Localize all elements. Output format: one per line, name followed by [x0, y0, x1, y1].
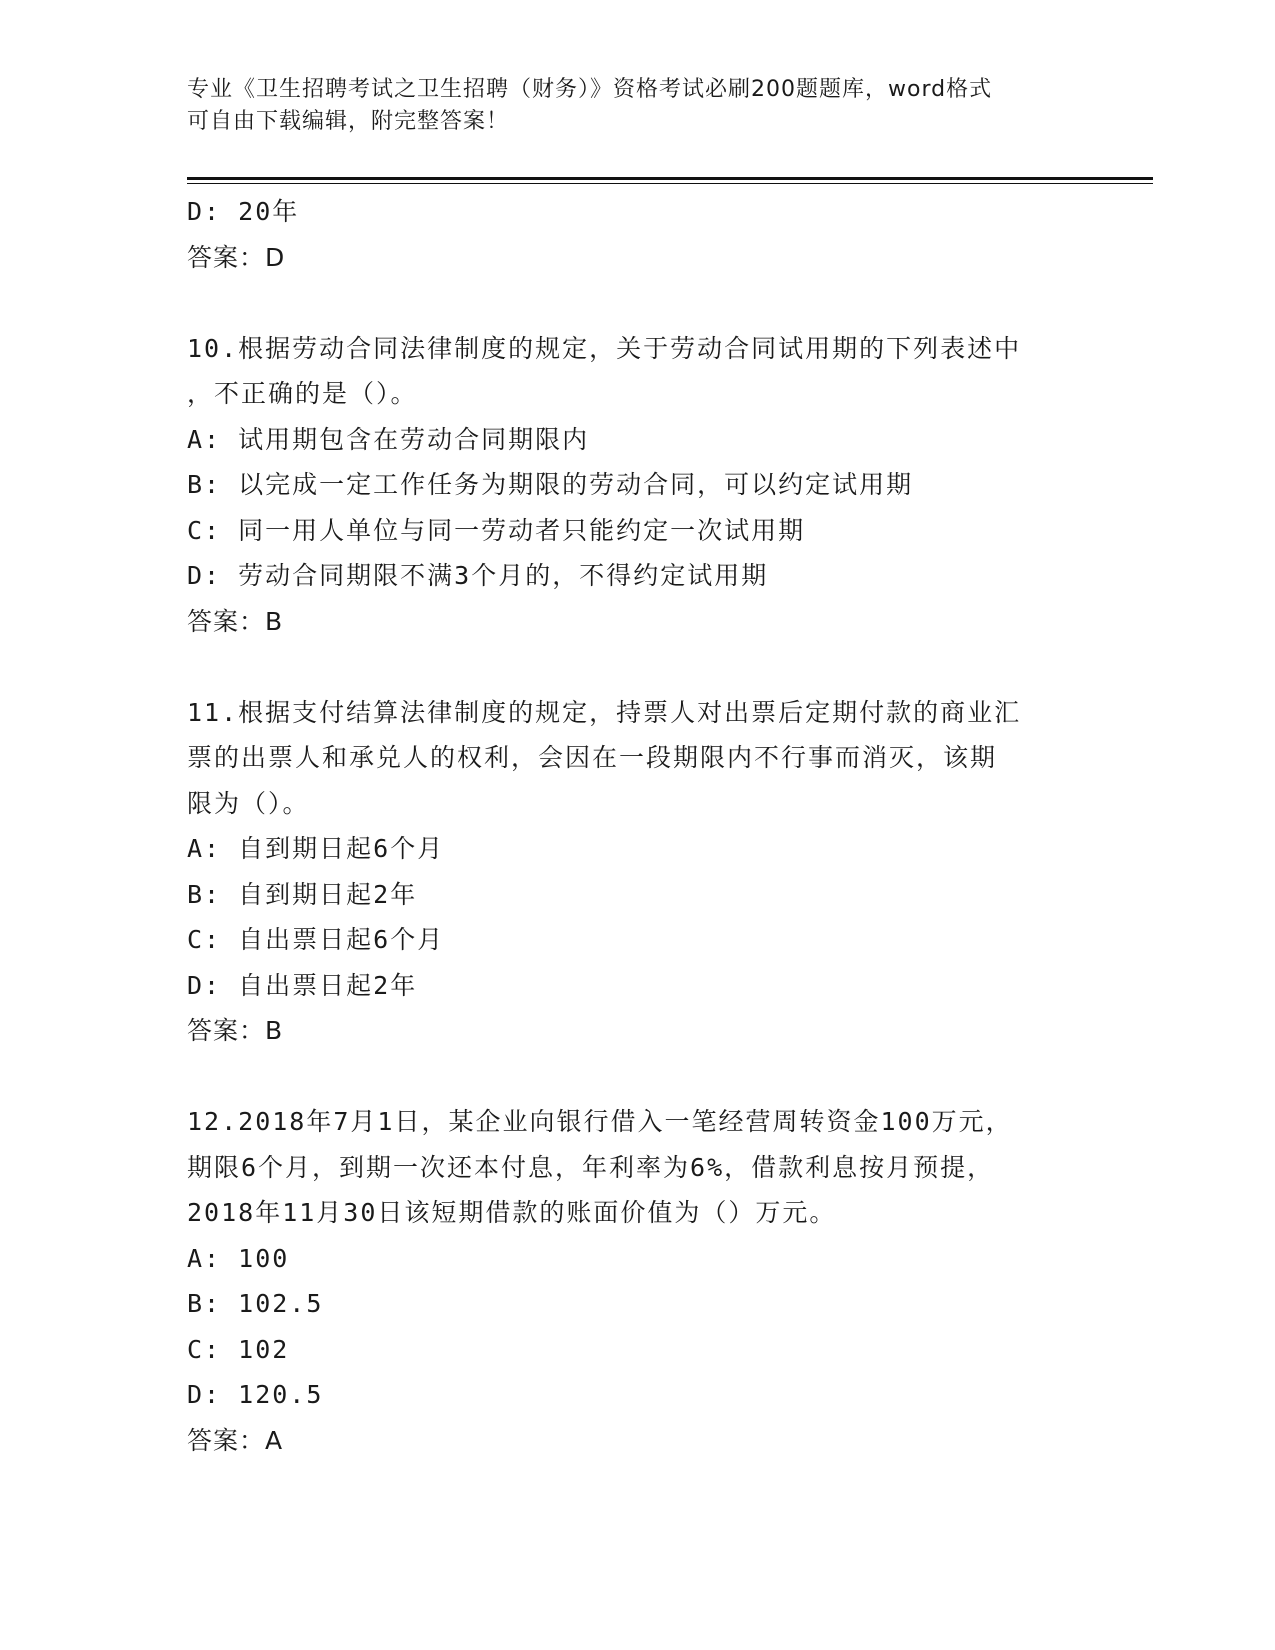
question-stem: 2018年11月30日该短期借款的账面价值为（）万元。 — [187, 1198, 837, 1227]
question-stem: 12.2018年7月1日，某企业向银行借入一笔经营周转资金100万元， — [187, 1107, 1013, 1136]
answer-label: 答案：A — [187, 1425, 284, 1455]
document-body — [187, 189, 1087, 1463]
question-stem: 期限6个月，到期一次还本付息，年利率为6%，借款利息按月预提， — [187, 1152, 995, 1182]
option-a: A: 自到期日起6个月 — [187, 834, 445, 863]
option-b: B: 102.5 — [187, 1289, 324, 1318]
option-c: C: 同一用人单位与同一劳动者只能约定一次试用期 — [187, 515, 806, 545]
option-b: B: 以完成一定工作任务为期限的劳动合同，可以约定试用期 — [187, 470, 914, 499]
question-stem: 11.根据支付结算法律制度的规定，持票人对出票后定期付款的商业汇 — [187, 697, 1022, 727]
option-a: A: 100 — [187, 1243, 290, 1273]
header-title-line-2: 可自由下载编辑，附完整答案！ — [187, 109, 510, 134]
spacer — [187, 1054, 1087, 1100]
question-stem: 限为（）。 — [187, 788, 310, 818]
option-b: B: 自到期日起2年 — [187, 879, 418, 909]
spacer — [187, 280, 1087, 326]
header-divider-thick — [187, 177, 1153, 180]
option-c: C: 自出票日起6个月 — [187, 925, 445, 954]
answer-label: 答案：D — [187, 242, 286, 272]
question-11 — [187, 690, 1087, 1054]
answer-label: 答案：B — [187, 606, 284, 636]
question-stem: ，不正确的是（）。 — [187, 379, 418, 408]
option-d: D: 20年 — [187, 197, 300, 226]
question-stem: 10.根据劳动合同法律制度的规定，关于劳动合同试用期的下列表述中 — [187, 333, 1022, 363]
option-a: A: 试用期包含在劳动合同期限内 — [187, 424, 590, 454]
option-c: C: 102 — [187, 1334, 290, 1364]
page-header — [187, 74, 1067, 138]
option-d: D: 劳动合同期限不满3个月的，不得约定试用期 — [187, 561, 769, 590]
answer-label: 答案：B — [187, 1016, 284, 1045]
question-12 — [187, 1099, 1087, 1463]
option-d: D: 120.5 — [187, 1380, 324, 1409]
option-d: D: 自出票日起2年 — [187, 970, 418, 1000]
header-divider-thin — [187, 183, 1153, 184]
question-10 — [187, 326, 1087, 645]
question-block-continued — [187, 189, 1087, 280]
spacer — [187, 644, 1087, 690]
header-title-line-1: 专业《卫生招聘考试之卫生招聘（财务）》资格考试必刷200题题库，word格式 — [187, 77, 993, 102]
question-stem: 票的出票人和承兑人的权利，会因在一段期限内不行事而消灭，该期 — [187, 743, 998, 772]
